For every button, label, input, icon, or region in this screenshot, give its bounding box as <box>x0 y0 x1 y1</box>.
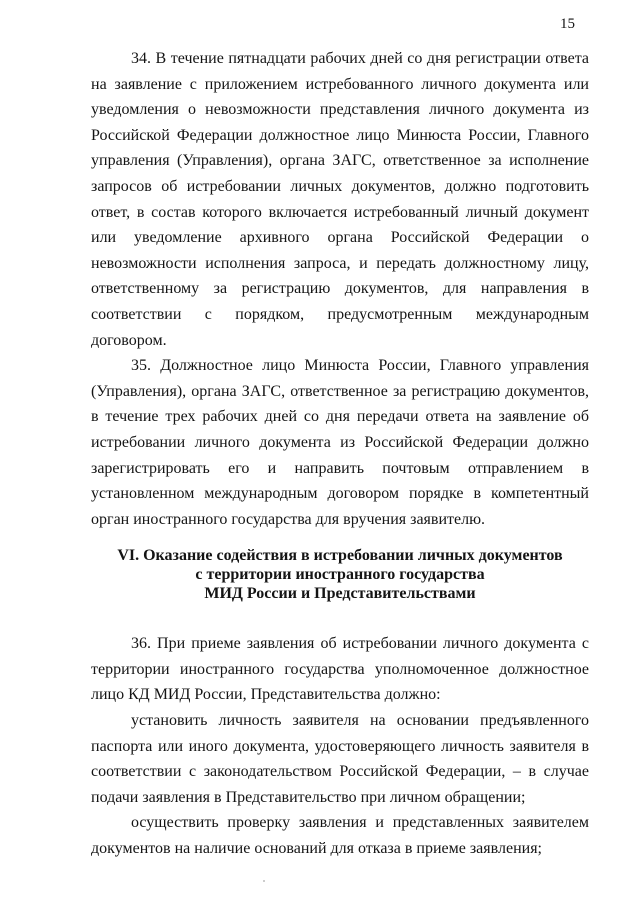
paragraph-36-item-2: осуществить проверку заявления и представленных заявителем документов на наличие оснований для отказа в приеме заявления; <box>91 814 589 858</box>
section-heading-line-1: VI. Оказание содействия в истребовании личных документов <box>117 547 563 565</box>
paragraph-34: 34. В течение пятнадцати рабочих дней со дня регистрации ответа на заявление с приложением истребованного личного документа или уведомления о невозможности представления личного документа из Российской Федерации должностное лицо Минюста России, Главного управления (Управления), органа ЗАГС, ответственное за исполнение запросов об истребовании личных документов, должно подготовить ответ, в состав которого включается истребованный личный документ или уведомление архивного органа Российской Федерации о невозможности исполнения запроса, и передать должностному лицу, ответственному за регистрацию документов, для направления в соответствии с порядком, предусмотренным международным договором. <box>91 50 589 349</box>
scan-speck <box>263 880 265 882</box>
paragraph-36: 36. При приеме заявления об истребовании личного документа с территории иностранного государства уполномоченное должностное лицо КД МИД России, Представительства должно: <box>91 635 589 704</box>
spacer <box>91 603 589 631</box>
page-number: 15 <box>560 16 575 32</box>
document-body <box>91 46 589 862</box>
section-heading-line-3: МИД России и Представительствами <box>204 585 476 603</box>
section-heading-line-2: с территории иностранного государства <box>195 566 485 584</box>
section-heading-vi <box>91 546 589 603</box>
paragraph-35: 35. Должностное лицо Минюста России, Главного управления (Управления), органа ЗАГС, ответственное за регистрацию документов, в течение трех рабочих дней со дня передачи ответа на заявление об истребовании личного документа из Российской Федерации должно зарегистрировать его и направить почтовым отправлением в установленном международным договором порядке в компетентный орган иностранного государства для вручения заявителю. <box>91 357 589 528</box>
paragraph-36-item-1: установить личность заявителя на основании предъявленного паспорта или иного документа, удостоверяющего личность заявителя в соответствии с законодательством Российской Федерации, – в случае подачи заявления в Представительство при личном обращении; <box>91 712 589 806</box>
